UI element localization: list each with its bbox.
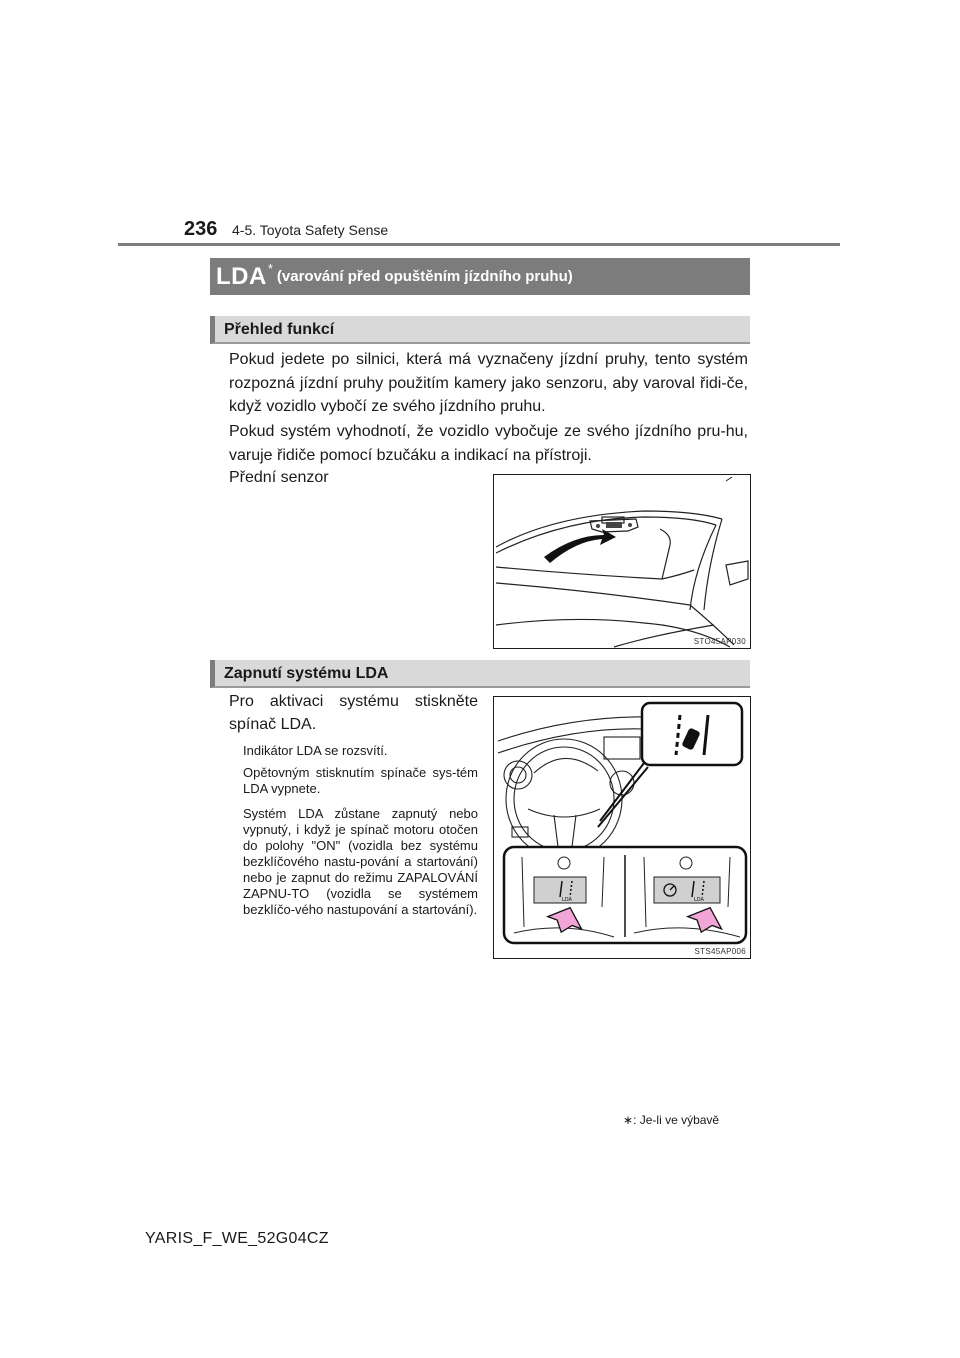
front-sensor-figure xyxy=(493,474,751,649)
figure-code-2: STS45AP006 xyxy=(694,947,746,956)
footnote-text: : Je-li ve výbavě xyxy=(633,1113,720,1127)
svg-text:LDA: LDA xyxy=(562,897,572,903)
section-title: 4-5. Toyota Safety Sense xyxy=(232,222,389,238)
figure-code-1: STO45AP030 xyxy=(693,637,746,646)
steering-wheel-illustration xyxy=(494,697,750,958)
svg-text:LDA: LDA xyxy=(694,897,704,903)
activation-heading: Zapnutí systému LDA xyxy=(210,660,750,688)
lda-title-bar xyxy=(210,258,750,295)
activation-note-3: Systém LDA zůstane zapnutý nebo vypnutý, i když je spínač motoru otočen do polohy "ON" (vozidla bez systému bezklíčového nastu-pování a startování) nebo je zapnut do režimu ZAPALOVÁNÍ ZAPNU-TO (vozidla se systémem bezklíčo-vého nastupování a startování). xyxy=(243,806,478,917)
overview-heading: Přehled funkcí xyxy=(210,316,750,344)
document-code: YARIS_F_WE_52G04CZ xyxy=(145,1230,329,1247)
page-number: 236 xyxy=(184,218,218,240)
activation-paragraph: Pro aktivaci systému stiskněte spínač LDA. xyxy=(229,693,478,733)
footnote-star: ∗ xyxy=(623,1113,634,1127)
sensor-label: Přední senzor xyxy=(229,469,329,486)
footnote xyxy=(623,1113,719,1127)
title-main: LDA xyxy=(216,262,267,290)
title-subtitle: (varování před opuštěním jízdního pruhu) xyxy=(276,268,573,285)
lda-switch-figure xyxy=(493,696,751,959)
overview-paragraph-2: Pokud systém vyhodnotí, že vozidlo vybočuje ze svého jízdního pru-hu, varuje řidiče pomocí bzučáku a indikací na přístroji. xyxy=(229,423,748,464)
activation-note-2: Opětovným stisknutím spínače sys-tém LDA vypnete. xyxy=(243,765,478,796)
pointer-arrow-icon xyxy=(544,529,616,563)
header-divider xyxy=(118,243,840,246)
windshield-illustration xyxy=(494,475,750,648)
activation-note-1: Indikátor LDA se rozsvítí. xyxy=(243,743,388,758)
title-asterisk: * xyxy=(267,261,273,276)
overview-paragraph-1: Pokud jedete po silnici, která má vyznačeny jízdní pruhy, tento systém rozpozná jízdní pruhy použitím kamery jako senzoru, aby varoval řidi-če, když vozidlo vybočí ze svého jízdního pruhu. xyxy=(229,351,748,415)
